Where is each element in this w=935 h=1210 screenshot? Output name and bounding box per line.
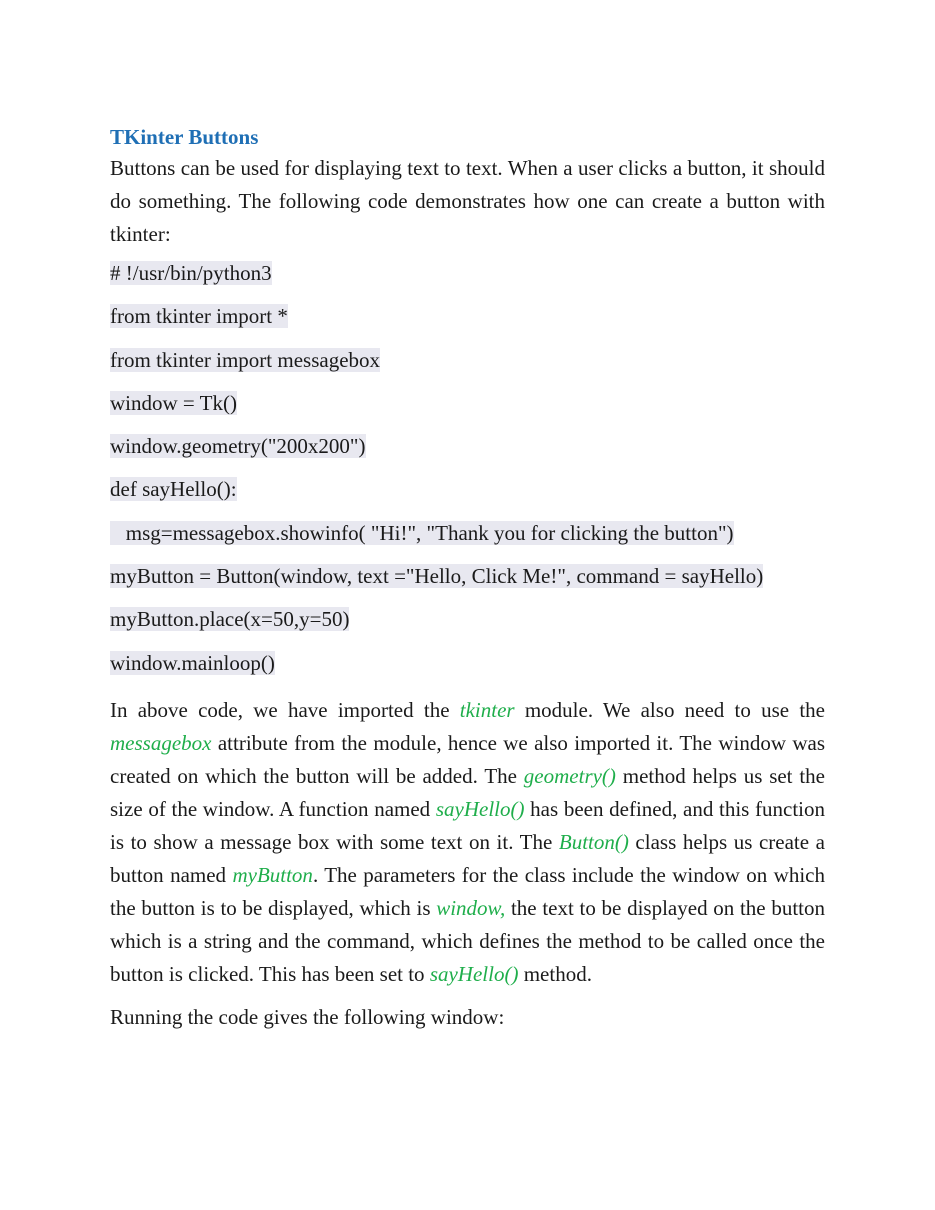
keyword-sayhello: sayHello() <box>435 796 525 821</box>
keyword-tkinter: tkinter <box>459 697 515 722</box>
keyword-messagebox: messagebox <box>110 730 212 755</box>
keyword-sayhello-method: sayHello() <box>429 961 519 986</box>
code-line: from tkinter import * <box>110 304 288 329</box>
keyword-button-class: Button() <box>558 829 629 854</box>
code-line: window.geometry("200x200") <box>110 434 366 459</box>
code-block <box>110 261 825 694</box>
section-title: TKinter Buttons <box>110 125 259 149</box>
code-line: window.mainloop() <box>110 650 275 675</box>
keyword-geometry: geometry() <box>523 763 616 788</box>
keyword-mybutton: myButton <box>232 862 313 887</box>
keyword-window: window, <box>436 895 506 920</box>
explanation-paragraph: In above code, we have imported the tkinter module. We also need to use the messagebox attribute from the module, hence we also imported it. The window was created on which the button will be added. The geometry() method helps us set the size of the window. A function named sayHello() has been defined, and this function is to show a message box with some text on it. The Button() class helps us create a button named myButton. The parameters for the class include the window on which the button is to be displayed, which is window, the text to be displayed on the button which is a string and the command, which defines the method to be called once the button is clicked. This has been set to sayHello() method. <box>110 697 826 986</box>
code-line: from tkinter import messagebox <box>110 347 381 372</box>
closing-paragraph: Running the code gives the following window: <box>110 1004 505 1029</box>
code-line: # !/usr/bin/python3 <box>110 261 272 285</box>
document-page <box>110 122 825 1034</box>
code-line: myButton.place(x=50,y=50) <box>110 607 350 632</box>
code-line: myButton = Button(window, text ="Hello, Click Me!", command = sayHello) <box>110 564 764 589</box>
code-line: msg=messagebox.showinfo( "Hi!", "Thank you for clicking the button") <box>110 520 734 545</box>
code-line: def sayHello(): <box>110 477 237 502</box>
intro-paragraph: Buttons can be used for displaying text to text. When a user clicks a button, it should do something. The following code demonstrates how one can create a button with tkinter: <box>110 156 825 246</box>
code-line: window = Tk() <box>110 390 237 415</box>
